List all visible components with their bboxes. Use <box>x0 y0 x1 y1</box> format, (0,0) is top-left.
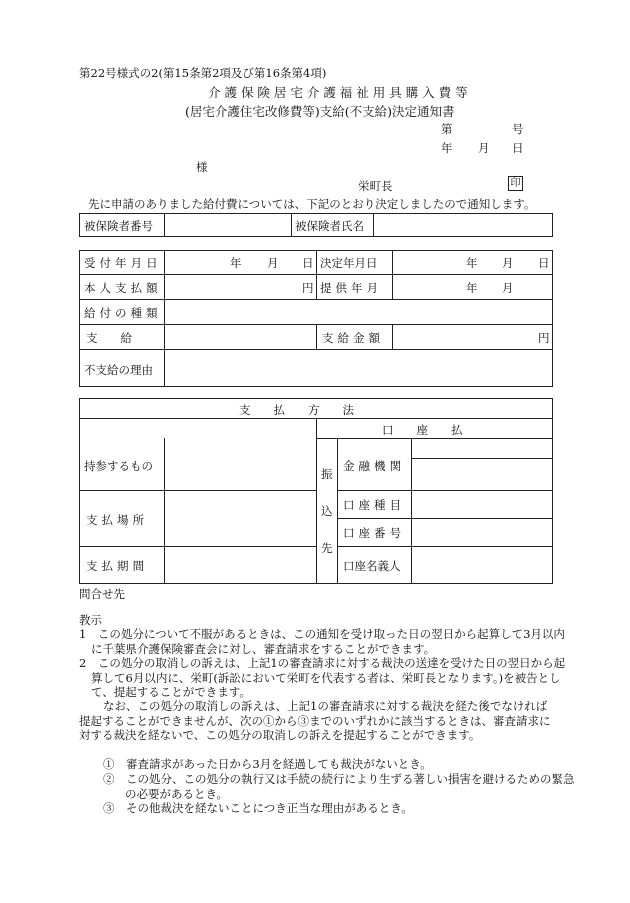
instruction-item-2: 2 この処分の取消しの訴えは、上記1の審査請求に対する裁決の送達を受けた日の翌日から起算して6月以内に、栄町(訴訟において栄町を代表する者は、栄町長となります。)を被告として、提起することができます。 <box>79 656 566 699</box>
account-number-label: 口座番号 <box>343 526 406 540</box>
issue-month: 月 <box>478 141 490 155</box>
instruction-note: なお、この処分の取消しの訴えは、上記1の審査請求に対する裁決を経た後でなければ提起することができませんが、次の①から③までのいずれかに該当するときは、審査請求に対する裁決を経ないで、この処分の取消しの訴えを提起することができます。 <box>79 699 551 742</box>
paid-amount-yen: 円 <box>302 281 314 295</box>
bring-items-label: 持参するもの <box>84 459 153 473</box>
bank-payment-header: 口 座 払 <box>382 423 463 437</box>
form-number: 第22号様式の2(第15条第2項及び第16条第4項) <box>79 66 327 80</box>
paid-amount-label: 本人支払額 <box>84 281 162 295</box>
payment-label: 支 給 <box>86 331 132 345</box>
condition-1: ① 審査請求があった日から3月を経過しても裁決がないとき。 <box>103 757 432 771</box>
provided-month: 月 <box>502 281 514 295</box>
insured-name-label: 被保険者氏名 <box>295 219 364 233</box>
furikomi-char-3: 先 <box>321 541 333 555</box>
condition-2: ② この処分、この処分の執行又は手続の続行により生ずる著しい損害を避けるための緊急の必要があるとき。 <box>103 772 575 801</box>
intro-text: 先に申請のありました給付費については、下記のとおり決定しましたので通知します。 <box>88 197 536 211</box>
received-date-label: 受付年月日 <box>84 256 162 270</box>
instruction-label: 教示 <box>79 613 102 627</box>
furikomi-char-2: 込 <box>321 504 333 518</box>
bank-label: 金融機関 <box>343 459 406 473</box>
form-title-2: (居宅介護住宅改修費等)支給(不支給)決定通知書 <box>185 104 455 119</box>
received-year: 年 <box>230 256 242 270</box>
decided-date-label: 決定年月日 <box>320 256 378 270</box>
issue-day: 日 <box>512 141 524 155</box>
decided-day: 日 <box>538 256 550 270</box>
doc-number-dai: 第 <box>441 122 453 136</box>
issue-year: 年 <box>441 141 453 155</box>
issuer-name: 栄町長 <box>358 179 393 193</box>
provided-year: 年 <box>466 281 478 295</box>
insured-number-label: 被保険者番号 <box>84 219 153 233</box>
doc-number-go: 号 <box>512 122 524 136</box>
instruction-item-1: 1 この処分について不服があるときは、この通知を受け取った日の翌日から起算して3月以内に千葉県介護保険審査会に対し、審査請求をすることができます。 <box>79 627 565 656</box>
provided-month-label: 提供年月 <box>320 281 383 295</box>
account-type-label: 口座種目 <box>343 498 406 512</box>
form-title-1: 介 護 保 険 居 宅 介 護 福 祉 用 具 購 入 費 等 <box>208 85 468 100</box>
payment-place-label: 支払場所 <box>86 513 149 527</box>
contact-label: 問合せ先 <box>79 587 125 601</box>
decided-year: 年 <box>466 256 478 270</box>
payment-method-header: 支 払 方 法 <box>239 403 354 417</box>
received-day: 日 <box>302 256 314 270</box>
benefit-type-label: 給付の種類 <box>84 306 162 320</box>
account-holder-label: 口座名義人 <box>343 559 401 573</box>
decided-month: 月 <box>502 256 514 270</box>
payment-amount-yen: 円 <box>538 331 550 345</box>
furikomi-char-1: 振 <box>321 467 333 481</box>
payment-amount-label: 支給金額 <box>322 331 385 345</box>
condition-3: ③ その他裁決を経ないことにつき正当な理由があるとき。 <box>103 801 413 815</box>
non-payment-reason-label: 不支給の理由 <box>84 363 153 377</box>
received-month: 月 <box>267 256 279 270</box>
payment-period-label: 支払期間 <box>86 559 149 573</box>
recipient-sama: 様 <box>196 160 208 174</box>
seal-mark: 印 <box>508 176 523 191</box>
